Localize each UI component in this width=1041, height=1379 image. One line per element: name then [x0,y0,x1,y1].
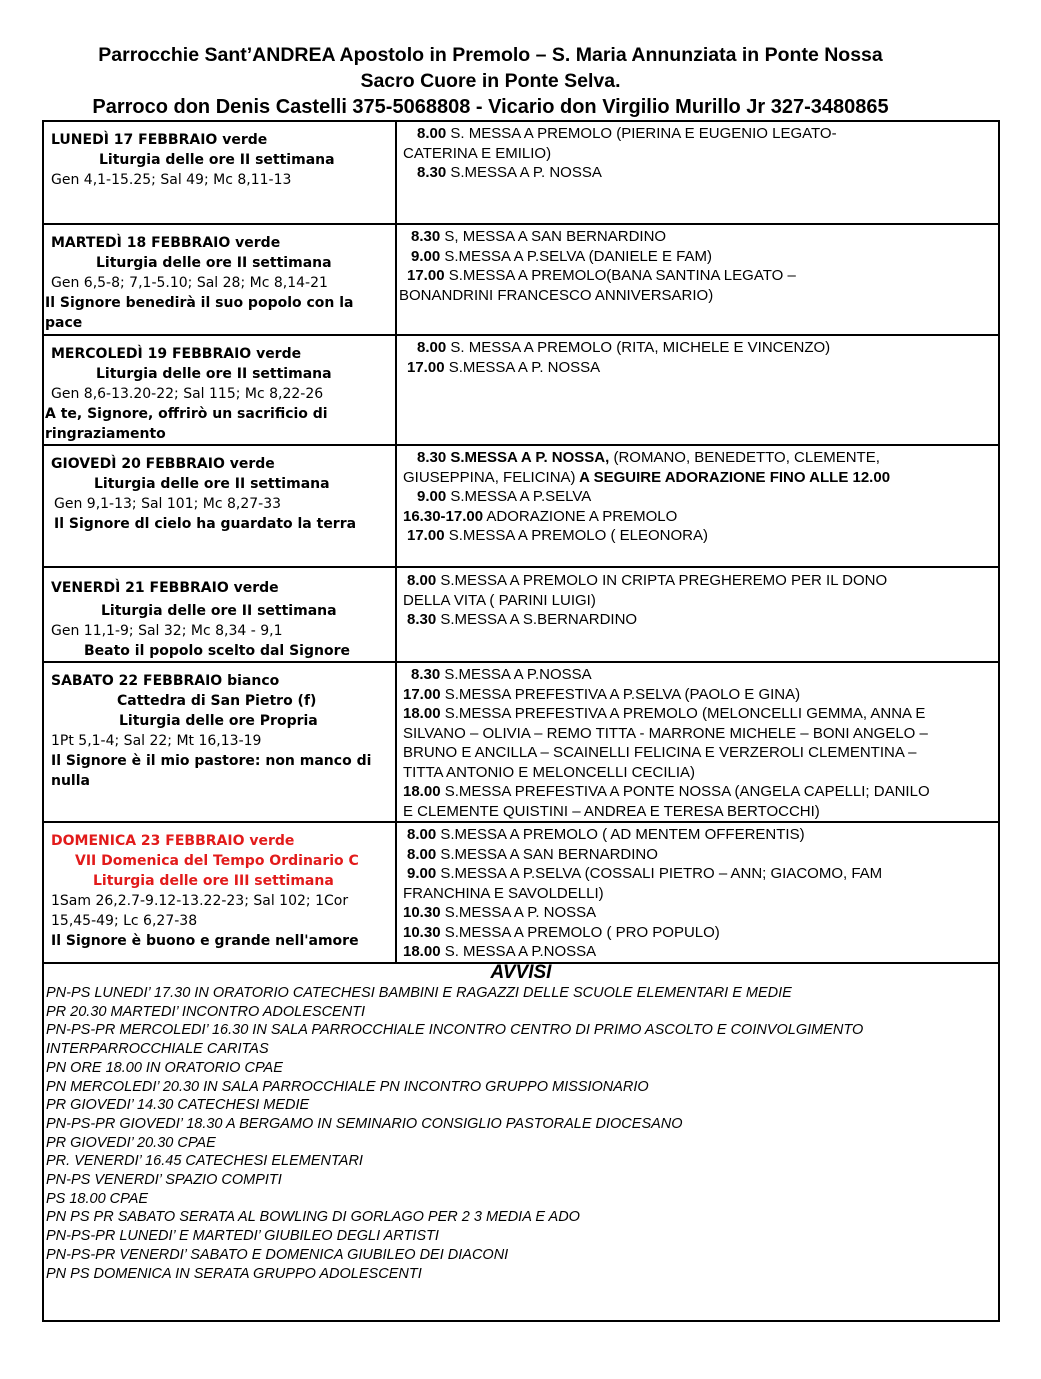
masses-cell [396,567,999,662]
mass-line: 16.30-17.00 ADORAZIONE A PREMOLO [403,507,678,525]
announcement-item: PS 18.00 CPAE [46,1190,149,1207]
liturgy-label: Liturgia delle ore II settimana [94,476,330,492]
day-info-cell [43,224,396,335]
announcements-title: AVVISI [490,962,552,983]
mass-line: 18.00 S.MESSA PREFESTIVA A PREMOLO (MELONCELLI GEMMA, ANNA E [403,705,926,722]
weekly-schedule-table [42,120,1000,964]
psalm-response: A te, Signore, offrirò un sacrificio di ringraziamento [45,406,328,442]
day-row-tuesday [43,224,999,335]
mass-line: 17.00 S.MESSA A PREMOLO(BANA SANTINA LEGATO – [407,267,796,284]
mass-line: 18.00 S. MESSA A P.NOSSA [403,943,597,960]
psalm-response: Il Signore benedirà il suo popolo con la pace [45,295,354,331]
readings: 15,45-49; Lc 6,27-38 [51,913,198,929]
header-clergy-line: Parroco don Denis Castelli 375-5068808 - Vicario don Virgilio Murillo Jr 327-3480865 [92,96,889,118]
liturgy-label: Liturgia delle ore II settimana [96,255,332,271]
mass-line: 9.00 S.MESSA A P.SELVA (DANIELE E FAM) [411,247,712,265]
mass-line: 8.30 S.MESSA A P. NOSSA [417,164,602,181]
mass-line: SILVANO – OLIVIA – REMO TITTA - MARRONE MICHELE – BONI ANGELO – [403,724,928,742]
mass-line: 8.00 S.MESSA A PREMOLO IN CRIPTA PREGHEREMO PER IL DONO [407,572,888,589]
mass-line: DELLA VITA ( PARINI LUIGI) [403,591,596,609]
day-row-monday [43,121,999,224]
mass-line: 8.30 S.MESSA A P. NOSSA, (ROMANO, BENEDETTO, CLEMENTE, [417,449,880,466]
mass-line: FRANCHINA E SAVOLDELLI) [403,884,604,902]
announcement-item: PN-PS-PR GIOVEDI’ 18.30 A BERGAMO IN SEMINARIO CONSIGLIO PASTORALE DIOCESANO [46,1115,683,1132]
day-heading: GIOVEDÌ 20 FEBBRAIO verde [51,456,275,472]
announcement-item: PN-PS LUNEDI’ 17.30 IN ORATORIO CATECHESI BAMBINI E RAGAZZI DELLE SCUOLE ELEMENTARI E MEDIE [46,985,792,1001]
readings: Gen 11,1-9; Sal 32; Mc 8,34 - 9,1 [51,623,283,639]
mass-line: 18.00 S.MESSA PREFESTIVA A PONTE NOSSA (ANGELA CAPELLI; DANILO [403,783,930,800]
masses-cell [396,822,999,963]
header-subtitle-line: Sacro Cuore in Ponte Selva. [360,70,621,92]
mass-line: 17.00 S.MESSA A P. NOSSA [407,358,601,376]
announcement-item: PN-PS-PR LUNEDI’ E MARTEDI’ GIUBILEO DEGLI ARTISTI [46,1228,439,1245]
mass-line: BONANDRINI FRANCESCO ANNIVERSARIO) [399,286,714,304]
announcements-box [42,958,1000,1322]
mass-line: 17.00 S.MESSA A PREMOLO ( ELEONORA) [407,527,708,544]
day-info-cell [43,822,396,963]
day-info-cell [43,121,396,224]
liturgy-label: Liturgia delle ore II settimana [96,366,332,382]
mass-line: 8.30 S, MESSA A SAN BERNARDINO [411,228,667,245]
day-heading: SABATO 22 FEBBRAIO bianco [51,673,280,689]
day-heading: MARTEDÌ 18 FEBBRAIO verde [51,235,281,251]
announcement-item: PR 20.30 MARTEDI’ INCONTRO ADOLESCENTI [46,1003,366,1020]
announcement-item: PR GIOVEDI’ 20.30 CPAE [46,1134,216,1151]
mass-line: 8.00 S.MESSA A SAN BERNARDINO [407,845,658,863]
mass-line: 9.00 S.MESSA A P.SELVA (COSSALI PIETRO – ANN; GIACOMO, FAM [407,865,883,882]
psalm-response: Il Signore è buono e grande nell'amore [51,933,359,949]
day-heading: MERCOLEDÌ 19 FEBBRAIO verde [51,346,302,362]
day-row-saturday [43,662,999,822]
day-info-cell [43,445,396,567]
announcement-item: PN-PS-PR VENERDI’ SABATO E DOMENICA GIUBILEO DEI DIACONI [46,1246,509,1263]
mass-line: BRUNO E ANCILLA – SCAINELLI FELICINA E VERZEROLI CLEMENTINA – [403,744,917,761]
announcement-item: INTERPARROCCHIALE CARITAS [46,1041,269,1058]
day-row-sunday [43,822,999,963]
liturgy-label: Liturgia delle ore II settimana [99,152,335,168]
mass-line: 8.30 S.MESSA A S.BERNARDINO [407,611,638,628]
announcement-item: PN PS PR SABATO SERATA AL BOWLING DI GORLAGO PER 2 3 MEDIA E ADO [46,1209,580,1226]
mass-line: TITTA ANTONIO E MELONCELLI CECILIA) [403,763,696,781]
readings: 1Pt 5,1-4; Sal 22; Mt 16,13-19 [51,733,262,749]
day-heading: DOMENICA 23 FEBBRAIO verde [51,833,295,849]
liturgy-label: VII Domenica del Tempo Ordinario C [75,853,359,869]
masses-cell [396,445,999,567]
psalm-response: Il Signore è il mio pastore: non manco di nulla [51,753,372,789]
masses-cell [396,121,999,224]
day-row-wednesday [43,335,999,445]
readings: Gen 8,6-13.20-22; Sal 115; Mc 8,22-26 [51,386,324,402]
day-info-cell [43,335,396,445]
announcement-item: PN MERCOLEDI’ 20.30 IN SALA PARROCCHIALE PN INCONTRO GRUPPO MISSIONARIO [46,1078,649,1095]
announcement-item: PN-PS VENERDI’ SPAZIO COMPITI [46,1172,282,1189]
mass-line: 8.00 S. MESSA A PREMOLO (PIERINA E EUGENIO LEGATO- [417,125,837,142]
day-info-cell [43,567,396,662]
psalm-response: Il Signore dl cielo ha guardato la terra [54,516,357,532]
masses-cell [396,335,999,445]
day-heading: VENERDÌ 21 FEBBRAIO verde [51,580,279,596]
announcements-list [44,984,998,1283]
announcement-item: PR. VENERDI’ 16.45 CATECHESI ELEMENTARI [46,1153,363,1170]
liturgy-label: Liturgia delle ore III settimana [93,873,334,889]
readings: 1Sam 26,2.7-9.12-13.22-23; Sal 102; 1Cor [51,893,349,909]
liturgy-label: Cattedra di San Pietro (f) [117,693,317,709]
announcement-item: PN ORE 18.00 IN ORATORIO CPAE [46,1059,283,1076]
readings: Gen 6,5-8; 7,1-5.10; Sal 28; Mc 8,14-21 [51,275,328,291]
announcement-item: PR GIOVEDI’ 14.30 CATECHESI MEDIE [46,1097,310,1114]
mass-line: 8.00 S. MESSA A PREMOLO (RITA, MICHELE E VINCENZO) [417,339,831,356]
mass-line: 9.00 S.MESSA A P.SELVA [417,488,592,505]
day-info-cell [43,662,396,822]
psalm-response: Beato il popolo scelto dal Signore [84,643,350,659]
readings: Gen 4,1-15.25; Sal 49; Mc 8,11-13 [51,172,292,188]
masses-cell [396,224,999,335]
day-row-friday [43,567,999,662]
mass-line: 10.30 S.MESSA A P. NOSSA [403,904,597,921]
liturgy-label: Liturgia delle ore II settimana [101,603,337,619]
mass-line: E CLEMENTE QUISTINI – ANDREA E TERESA BERTOCCHI) [403,802,820,820]
mass-line: 17.00 S.MESSA PREFESTIVA A P.SELVA (PAOLO E GINA) [403,685,801,703]
announcement-item: PN PS DOMENICA IN SERATA GRUPPO ADOLESCENTI [46,1265,422,1282]
liturgy-label: Liturgia delle ore Propria [119,713,318,729]
announcement-item: PN-PS-PR MERCOLEDI’ 16.30 IN SALA PARROCCHIALE INCONTRO CENTRO DI PRIMO ASCOLTO E COINVOLGIMENTO [46,1022,864,1039]
day-heading: LUNEDÌ 17 FEBBRAIO verde [51,132,268,148]
header-title-line: Parrocchie Sant’ANDREA Apostolo in Premolo – S. Maria Annunziata in Ponte Nossa [98,44,883,66]
mass-line: CATERINA E EMILIO) [403,144,552,162]
mass-line: 8.30 S.MESSA A P.NOSSA [411,666,592,683]
mass-line: GIUSEPPINA, FELICINA) A SEGUIRE ADORAZIONE FINO ALLE 12.00 [403,468,891,486]
mass-line: 10.30 S.MESSA A PREMOLO ( PRO POPULO) [403,923,720,941]
day-row-thursday [43,445,999,567]
readings: Gen 9,1-13; Sal 101; Mc 8,27-33 [54,496,282,512]
mass-line: 8.00 S.MESSA A PREMOLO ( AD MENTEM OFFERENTIS) [407,826,805,843]
masses-cell [396,662,999,822]
